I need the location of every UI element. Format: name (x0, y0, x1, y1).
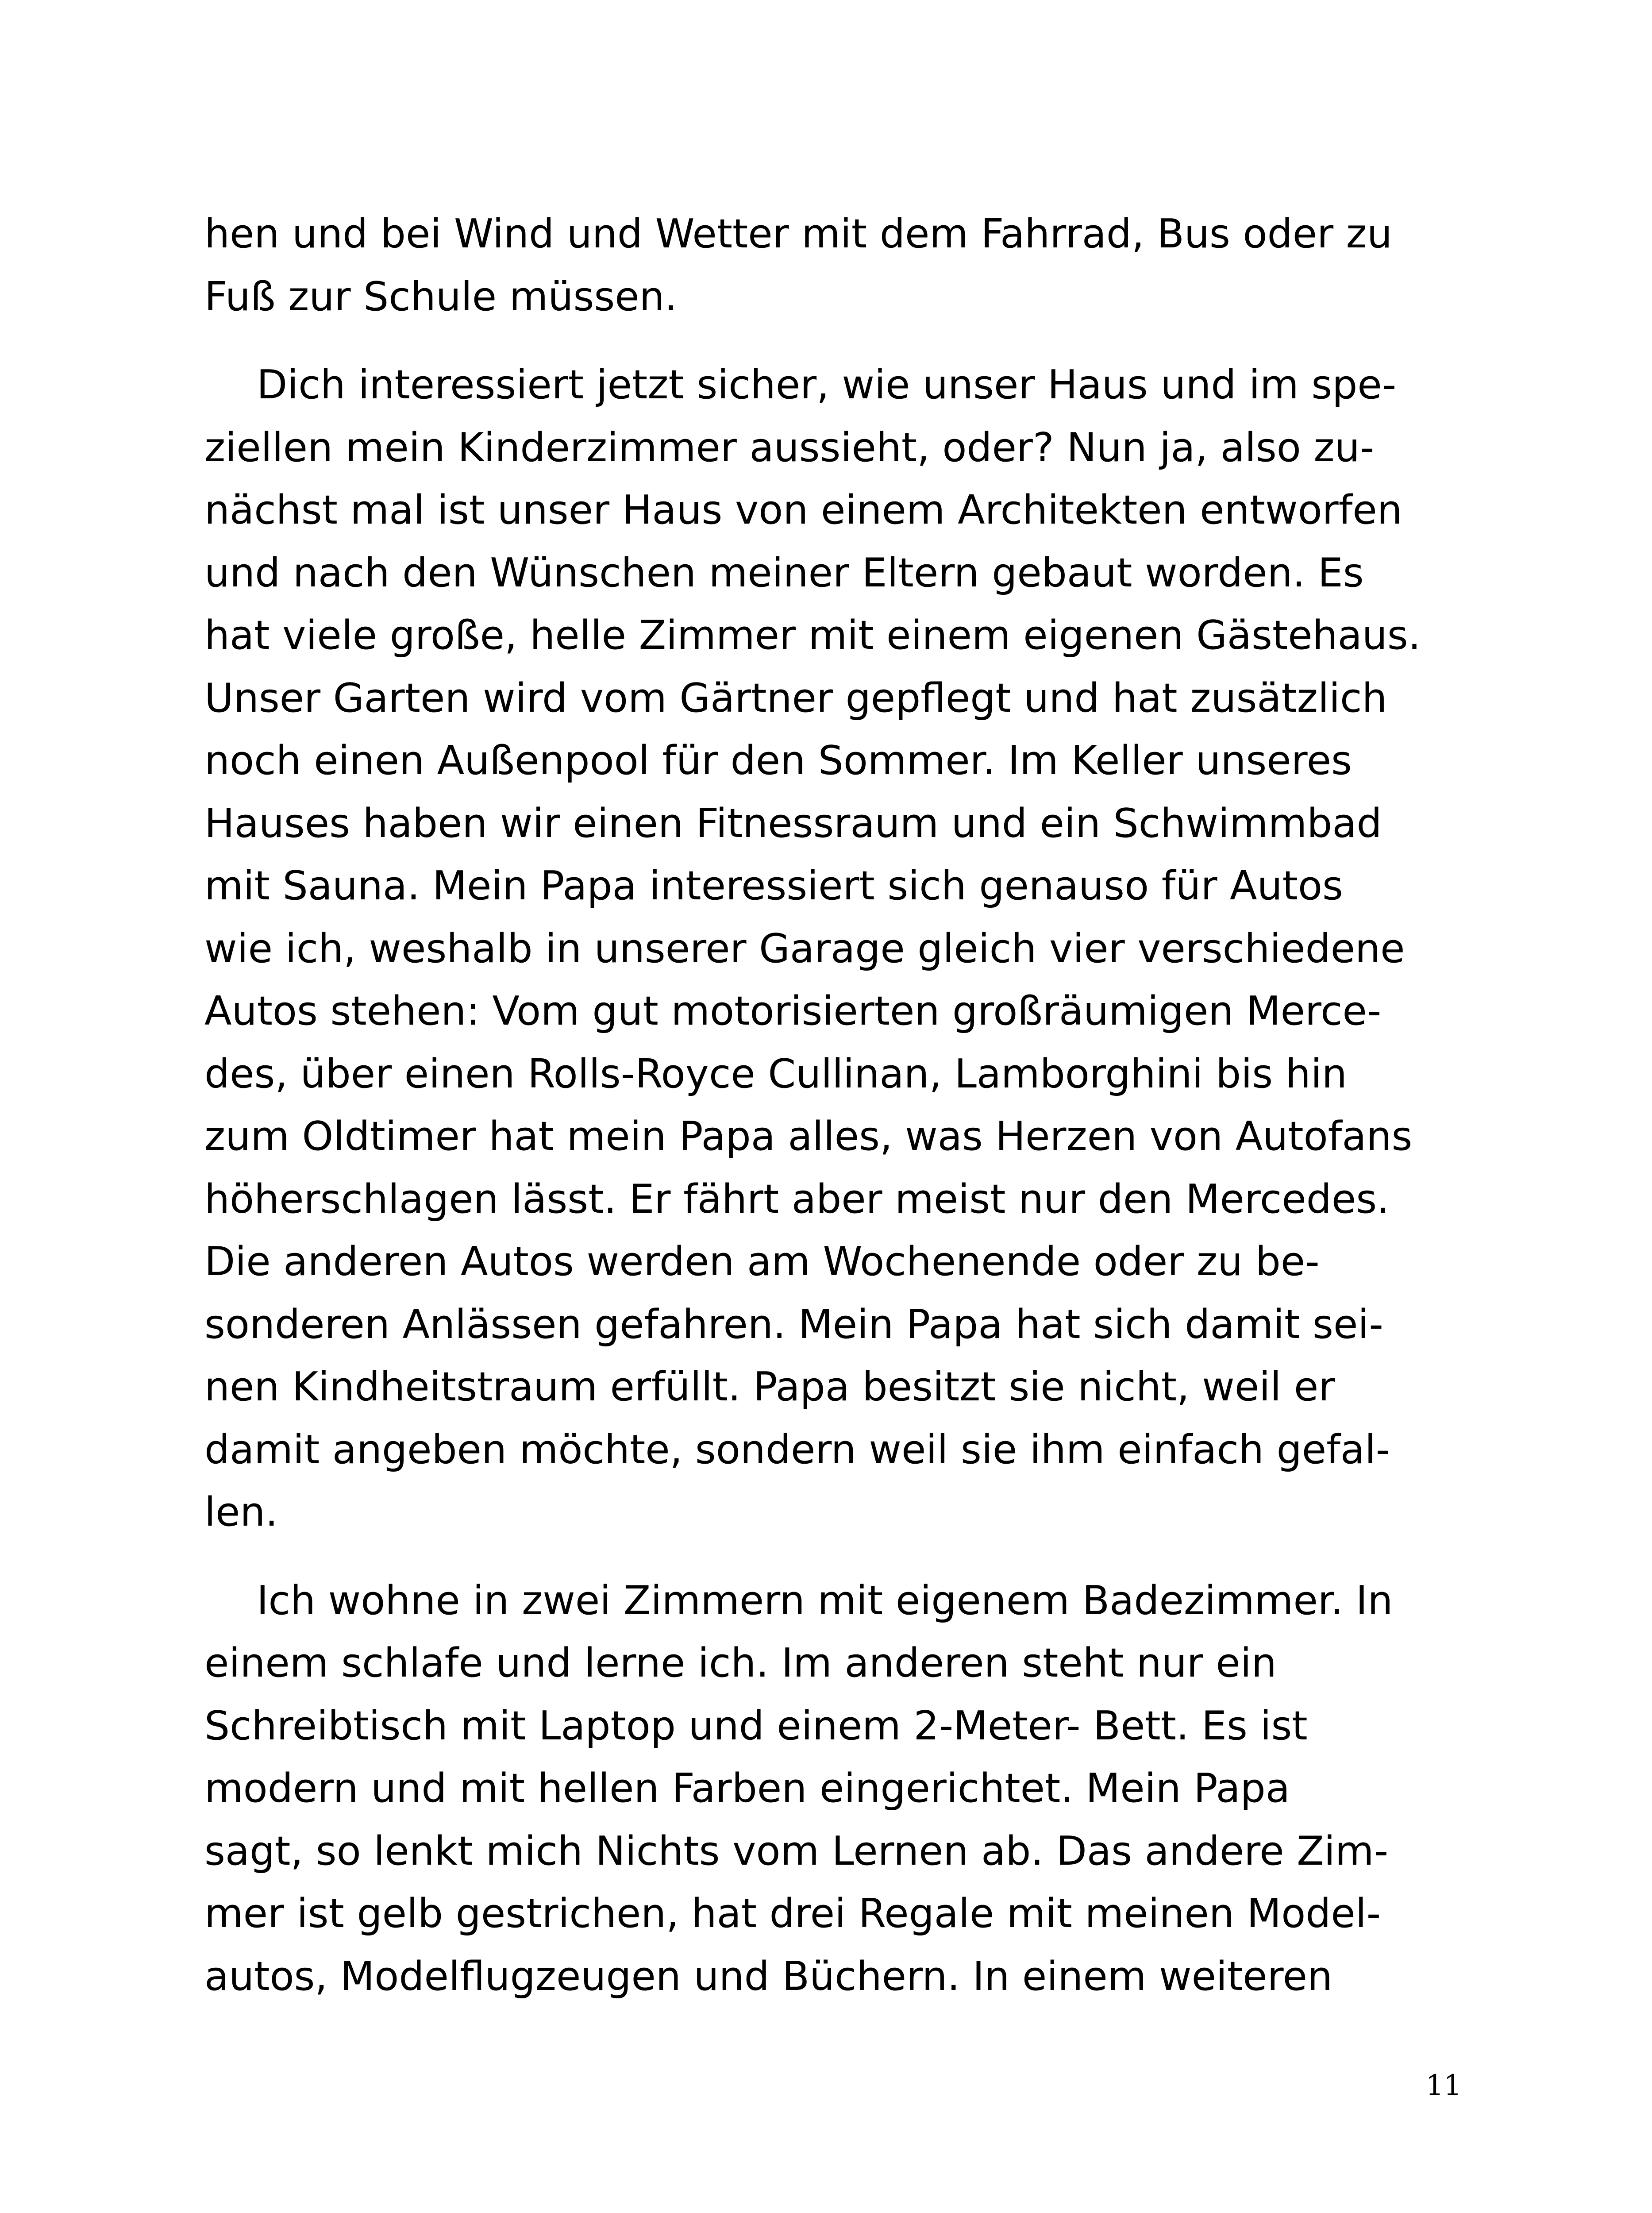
text-line: modern und mit hellen Farben eingerichtet. Mein Papa (204, 1765, 1290, 1812)
text-line: ziellen mein Kinderzimmer aussieht, oder? Nun ja, also zu- (204, 424, 1375, 471)
paragraph-1 (204, 203, 1470, 328)
text-line: nächst mal ist unser Haus von einem Architekten entworfen (204, 487, 1402, 533)
text-line: Hauses haben wir einen Fitnessraum und ein Schwimmbad (204, 800, 1382, 847)
paragraph-gap (204, 328, 1470, 354)
text-line: höherschlagen lässt. Er fährt aber meist nur den Mercedes. (204, 1176, 1390, 1222)
text-line: Schreibtisch mit Laptop und einem 2-Meter- Bett. Es ist (204, 1702, 1308, 1749)
text-line: mer ist gelb gestrichen, hat drei Regale mit meinen Model- (204, 1890, 1381, 1937)
text-line: Dich interessiert jetzt sicher, wie unser Haus und im spe- (257, 362, 1397, 408)
text-line: mit Sauna. Mein Papa interessiert sich genauso für Autos (204, 863, 1343, 909)
text-line: Die anderen Autos werden am Wochenende oder zu be- (204, 1238, 1320, 1285)
text-line: hen und bei Wind und Wetter mit dem Fahrrad, Bus oder zu (204, 211, 1392, 257)
text-line: des, über einen Rolls-Royce Cullinan, Lamborghini bis hin (204, 1050, 1347, 1097)
text-line: noch einen Außenpool für den Sommer. Im Keller unseres (204, 737, 1352, 784)
body-text (204, 203, 1470, 2008)
paragraph-3 (204, 1569, 1470, 2008)
text-line: Ich wohne in zwei Zimmern mit eigenem Badezimmer. In (257, 1577, 1393, 1624)
page-number: 11 (1425, 2069, 1462, 2102)
text-line: autos, Modelflugzeugen und Büchern. In einem weiteren (204, 1953, 1333, 2000)
text-line: sonderen Anlässen gefahren. Mein Papa hat sich damit sei- (204, 1301, 1383, 1348)
text-line: Autos stehen: Vom gut motorisierten großräumigen Merce- (204, 988, 1382, 1034)
text-line: nen Kindheitstraum erfüllt. Papa besitzt sie nicht, weil er (204, 1364, 1335, 1410)
text-line: zum Oldtimer hat mein Papa alles, was Herzen von Autofans (204, 1113, 1413, 1160)
text-line: einem schlafe und lerne ich. Im anderen steht nur ein (204, 1640, 1277, 1686)
text-line: Fuß zur Schule müssen. (204, 273, 678, 320)
text-line: und nach den Wünschen meiner Eltern gebaut worden. Es (204, 549, 1364, 596)
text-line: damit angeben möchte, sondern weil sie ihm einfach gefal- (204, 1426, 1390, 1473)
text-line: wie ich, weshalb in unserer Garage gleich vier verschiedene (204, 925, 1405, 972)
text-line: Unser Garten wird vom Gärtner gepflegt und hat zusätzlich (204, 675, 1387, 721)
paragraph-2 (204, 354, 1470, 1544)
paragraph-gap (204, 1544, 1470, 1569)
text-line: len. (204, 1489, 278, 1535)
text-line: sagt, so lenkt mich Nichts vom Lernen ab. Das andere Zim- (204, 1827, 1389, 1874)
text-line: hat viele große, helle Zimmer mit einem eigenen Gästehaus. (204, 612, 1421, 659)
